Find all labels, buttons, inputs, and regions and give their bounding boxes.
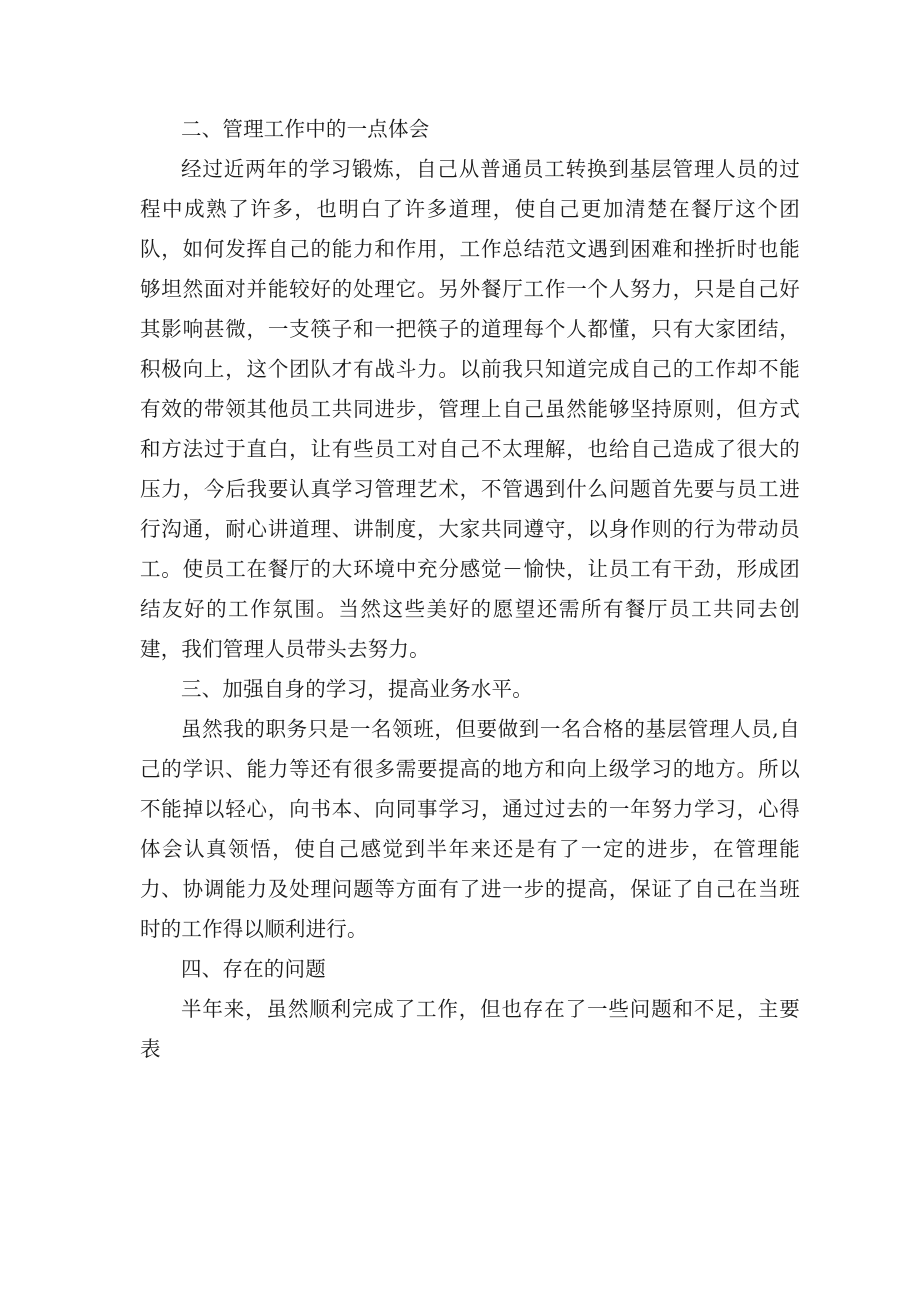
section-paragraph: 半年来，虽然顺利完成了工作，但也存在了一些问题和不足，主要表 bbox=[140, 997, 800, 1061]
section-paragraph: 经过近两年的学习锻炼，自己从普通员工转换到基层管理人员的过程中成熟了许多，也明白了许多道理，使自己更加清楚在餐厅这个团队，如何发挥自己的能力和作用，工作总结范文遇到困难和挫折时也能够坦然面对并能较好的处理它。另外餐厅工作一个人努力，只是自己好其影响甚微，一支筷子和一把筷子的道理每个人都懂，只有大家团结，积极向上，这个团队才有战斗力。以前我只知道完成自己的工作却不能有效的带领其他员工共同进步，管理上自己虽然能够坚持原则，但方式和方法过于直白，让有些员工对自己不太理解，也给自己造成了很大的压力，今后我要认真学习管理艺术，不管遇到什么问题首先要与员工进行沟通，耐心讲道理、讲制度，大家共同遵守，以身作则的行为带动员工。使员工在餐厅的大环境中充分感觉－愉快，让员工有干劲，形成团结友好的工作氛围。当然这些美好的愿望还需所有餐厅员工共同去创建，我们管理人员带头去努力。 bbox=[140, 157, 800, 661]
document-body bbox=[140, 109, 800, 1069]
section-paragraph: 虽然我的职务只是一名领班，但要做到一名合格的基层管理人员,自己的学识、能力等还有很多需要提高的地方和向上级学习的地方。所以不能掉以轻心，向书本、向同事学习，通过过去的一年努力学习，心得体会认真领悟，使自己感觉到半年来还是有了一定的进步，在管理能力、协调能力及处理问题等方面有了进一步的提高，保证了自己在当班时的工作得以顺利进行。 bbox=[140, 717, 800, 941]
section-heading: 二、管理工作中的一点体会 bbox=[181, 117, 430, 141]
section-heading: 四、存在的问题 bbox=[181, 957, 326, 981]
section-heading: 三、加强自身的学习，提高业务水平。 bbox=[181, 677, 533, 701]
